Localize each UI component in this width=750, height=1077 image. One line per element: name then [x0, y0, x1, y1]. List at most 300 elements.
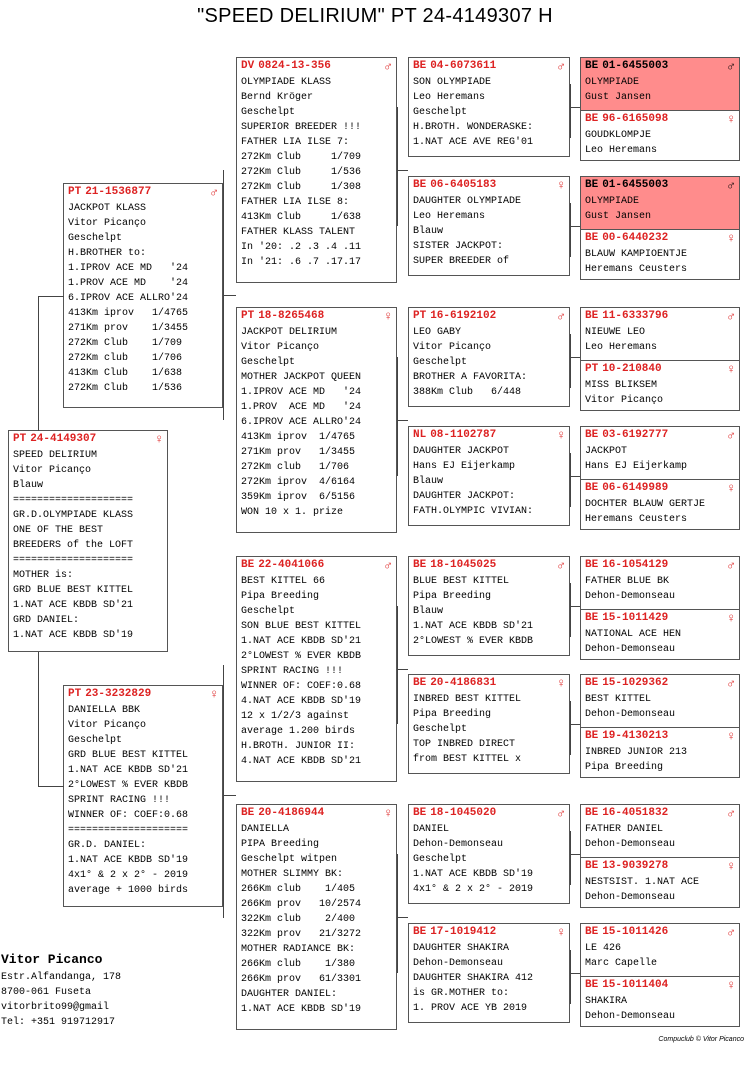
ancestor-female-card[interactable]	[580, 857, 740, 908]
ring-code: 24-4149307	[30, 433, 97, 445]
pedigree-line: INBRED JUNIOR 213	[585, 747, 688, 758]
female-symbol-icon: ♀	[557, 178, 565, 193]
pedigree-line: 272Km Club 1/536	[68, 383, 183, 394]
pedigree-line: 6.IPROV ACE ALLRO'24	[68, 293, 189, 304]
pedigree-line: GOUDKLOMPJE	[585, 130, 652, 141]
male-symbol-icon: ♂	[727, 309, 735, 324]
ring-code: 22-4041066	[258, 559, 325, 571]
pedigree-line: DANIELLA	[241, 824, 290, 835]
footer-credit: Compuclub © Vitor Picanco	[658, 1036, 744, 1043]
male-symbol-icon: ♂	[727, 59, 735, 74]
pedigree-line: Dehon-Demonseau	[585, 709, 676, 720]
female-symbol-icon: ♀	[727, 112, 735, 127]
ring-number	[585, 728, 735, 745]
ancestor-male-card[interactable]	[580, 426, 740, 480]
country-code: BE	[585, 807, 599, 819]
pedigree-line: SUPER BREEDER of	[413, 256, 510, 267]
ring-number	[585, 675, 735, 692]
ancestor-male-card[interactable]	[580, 556, 740, 610]
ring-number	[413, 675, 565, 692]
ancestor-female-card[interactable]	[580, 360, 740, 411]
pedigree-line: Geschelpt	[68, 233, 123, 244]
ring-code: 18-1045020	[430, 807, 497, 819]
pedigree-line: Bernd Kröger	[241, 92, 314, 103]
pedigree-line: Dehon-Demonseau	[585, 1011, 676, 1022]
ring-number	[585, 557, 735, 574]
male-symbol-icon: ♂	[727, 676, 735, 691]
pedigree-line: Pipa Breeding	[241, 591, 320, 602]
female-symbol-icon: ♀	[727, 362, 735, 377]
pedigree-line: Vitor Picanço	[413, 342, 492, 353]
pedigree-line: 1.NAT ACE KBDB SD'19	[241, 1004, 362, 1015]
female-symbol-icon: ♀	[155, 432, 163, 447]
country-code: PT	[68, 186, 82, 198]
pedigree-line: 266Km club 1/405	[241, 884, 356, 895]
ring-code: 13-9039278	[602, 860, 669, 872]
male-symbol-icon: ♂	[384, 558, 392, 573]
pedigree-line: 1. PROV ACE YB 2019	[413, 1003, 528, 1014]
ring-number	[413, 924, 565, 941]
pedigree-line: ONE OF THE BEST	[13, 525, 104, 536]
male-symbol-icon: ♂	[557, 309, 565, 324]
pedigree-line: 388Km Club 6/448	[413, 387, 522, 398]
pedigree-line: GRD DANIEL:	[13, 615, 80, 626]
pedigree-line: MOTHER SLIMMY BK:	[241, 869, 344, 880]
pedigree-line: 6.IPROV ACE ALLRO'24	[241, 417, 362, 428]
ring-number	[585, 480, 735, 497]
pedigree-line: JACKPOT DELIRIUM	[241, 327, 338, 338]
great-grandparent-card[interactable]	[408, 176, 570, 276]
ring-number	[68, 686, 218, 703]
connector-dam-parents	[223, 665, 237, 918]
country-code: BE	[585, 429, 599, 441]
ring-number	[585, 111, 735, 128]
pedigree-line: GRD BLUE BEST KITTEL	[68, 750, 189, 761]
female-symbol-icon: ♀	[727, 729, 735, 744]
country-code: BE	[585, 979, 599, 991]
pedigree-line: Vitor Picanço	[68, 218, 147, 229]
female-symbol-icon: ♀	[210, 687, 218, 702]
grandparent-card[interactable]	[236, 57, 397, 283]
ancestor-female-card[interactable]	[580, 479, 740, 530]
country-code: BE	[585, 730, 599, 742]
pedigree-line: Dehon-Demonseau	[585, 644, 676, 655]
pedigree-line: Vitor Picanço	[585, 395, 664, 406]
pedigree-line: MOTHER JACKPOT QUEEN	[241, 372, 362, 383]
pedigree-line: average 1.200 birds	[241, 726, 356, 737]
ring-code: 15-1011429	[602, 612, 669, 624]
country-code: BE	[413, 926, 427, 938]
pedigree-line: Leo Heremans	[413, 92, 486, 103]
ring-code: 06-6149989	[602, 482, 669, 494]
connector-line	[223, 795, 236, 797]
pedigree-line: DANIELLA BBK	[68, 705, 141, 716]
pedigree-line: ====================	[13, 495, 134, 506]
ring-code: 20-4186831	[430, 677, 497, 689]
pedigree-line: BEST KITTEL 66	[241, 576, 326, 587]
pedigree-line: 272Km Club 1/709	[68, 338, 183, 349]
pedigree-line: 272Km Club 1/709	[241, 152, 362, 163]
female-symbol-icon: ♀	[727, 859, 735, 874]
pedigree-line: 1.NAT ACE KBDB SD'19	[13, 630, 134, 641]
pedigree-line: MOTHER RADIANCE BK:	[241, 944, 356, 955]
pedigree-line: SUPERIOR BREEDER !!!	[241, 122, 362, 133]
ring-code: 21-1536877	[85, 186, 152, 198]
female-symbol-icon: ♀	[727, 611, 735, 626]
pedigree-line: In '21: .6 .7 .17.17	[241, 257, 362, 268]
connector-gggp	[570, 583, 581, 637]
male-symbol-icon: ♂	[557, 806, 565, 821]
pedigree-line: Pipa Breeding	[585, 762, 664, 773]
pedigree-line: is GR.MOTHER to:	[413, 988, 510, 999]
ring-number	[585, 230, 735, 247]
ring-number	[413, 308, 565, 325]
ring-code: 96-6165098	[602, 113, 669, 125]
connector-ggp	[397, 357, 409, 476]
pedigree-line: WON 10 x 1. prize	[241, 507, 344, 518]
pedigree-line: 4.NAT ACE KBDB SD'21	[241, 756, 362, 767]
pedigree-line: ====================	[68, 825, 189, 836]
connector-line	[223, 295, 236, 297]
ring-number	[241, 805, 392, 822]
female-symbol-icon: ♀	[727, 481, 735, 496]
pedigree-line: 2°LOWEST % EVER KBDB	[241, 651, 362, 662]
pedigree-line: FATHER LIA ILSE 8:	[241, 197, 350, 208]
connector-gggp	[570, 950, 581, 1004]
ring-code: 08-1102787	[430, 429, 497, 441]
pedigree-line: 271Km prov 1/3455	[241, 447, 356, 458]
pedigree-line: SISTER JACKPOT:	[413, 241, 504, 252]
female-symbol-icon: ♀	[557, 676, 565, 691]
grandparent-card[interactable]	[236, 556, 397, 782]
ring-number	[413, 557, 565, 574]
grandparent-card[interactable]	[236, 804, 397, 1030]
pedigree-line: Vitor Picanço	[241, 342, 320, 353]
ancestor-female-card[interactable]	[580, 229, 740, 280]
connector-dam	[38, 652, 64, 787]
connector-line	[397, 170, 408, 172]
pedigree-line: Geschelpt	[413, 107, 468, 118]
great-grandparent-card[interactable]	[408, 556, 570, 656]
pedigree-line: Dehon-Demonseau	[413, 958, 504, 969]
ring-code: 16-4051832	[602, 807, 669, 819]
pedigree-line: JACKPOT	[585, 446, 628, 457]
pedigree-line: Blauw	[413, 606, 444, 617]
pedigree-line: DAUGHTER SHAKIRA	[413, 943, 510, 954]
pedigree-line: 413Km Club 1/638	[241, 212, 362, 223]
pedigree-line: H.BROTH. WONDERASKE:	[413, 122, 534, 133]
country-code: BE	[241, 559, 255, 571]
pedigree-line: 272Km club 1/706	[68, 353, 183, 364]
ring-number	[241, 58, 392, 75]
pedigree-line: Hans EJ Eijerkamp	[585, 461, 688, 472]
ring-number	[585, 177, 735, 194]
pedigree-line: 413Km Club 1/638	[68, 368, 183, 379]
ring-code: 00-6440232	[602, 232, 669, 244]
pedigree-line: DAUGHTER JACKPOT:	[413, 491, 516, 502]
ring-code: 06-6405183	[430, 179, 497, 191]
ring-number	[585, 610, 735, 627]
pedigree-line: SPRINT RACING !!!	[68, 795, 171, 806]
pedigree-line: 1.NAT ACE KBDB SD'19	[68, 855, 189, 866]
ancestor-female-card[interactable]	[580, 110, 740, 161]
pedigree-line: Heremans Ceusters	[585, 514, 688, 525]
ancestor-male-card[interactable]	[580, 674, 740, 728]
sire-card[interactable]	[63, 183, 223, 408]
owner-address: Estr.Alfandanga, 178	[1, 972, 122, 983]
pedigree-line: In '20: .2 .3 .4 .11	[241, 242, 362, 253]
connector-gggp	[570, 84, 581, 138]
pedigree-line: 359Km iprov 6/5156	[241, 492, 356, 503]
connector-line	[570, 973, 580, 975]
pedigree-line: Hans EJ Eijerkamp	[413, 461, 516, 472]
connector-gggp	[570, 453, 581, 507]
ring-code: 16-6192102	[430, 310, 497, 322]
pedigree-line: 272Km Club 1/308	[241, 182, 362, 193]
great-grandparent-card[interactable]	[408, 307, 570, 407]
pedigree-line: 2°LOWEST % EVER KBDB	[68, 780, 189, 791]
ancestor-female-card[interactable]	[580, 609, 740, 660]
pedigree-line: 1.NAT ACE AVE REG'01	[413, 137, 534, 148]
male-symbol-icon: ♂	[557, 59, 565, 74]
pedigree-line: OLYMPIADE KLASS	[241, 77, 332, 88]
pedigree-line: 1.NAT ACE KBDB SD'19	[413, 869, 534, 880]
pedigree-line: 322Km club 2/400	[241, 914, 356, 925]
connector-ggp	[397, 606, 409, 724]
pedigree-line: DAUGHTER OLYMPIADE	[413, 196, 522, 207]
ring-number	[585, 427, 735, 444]
connector-line	[397, 917, 408, 919]
ring-code: 23-3232829	[85, 688, 152, 700]
pedigree-line: LE 426	[585, 943, 622, 954]
ancestor-male-card[interactable]	[580, 923, 740, 977]
country-code: BE	[585, 113, 599, 125]
pedigree-line: 1.NAT ACE KBDB SD'21	[13, 600, 134, 611]
pedigree-line: PIPA Breeding	[241, 839, 320, 850]
pedigree-line: ====================	[13, 555, 134, 566]
ancestor-female-card[interactable]	[580, 976, 740, 1027]
female-symbol-icon: ♀	[384, 309, 392, 324]
grandparent-card[interactable]	[236, 307, 397, 533]
country-code: BE	[413, 677, 427, 689]
great-grandparent-card[interactable]	[408, 57, 570, 157]
pedigree-line: Geschelpt	[413, 357, 468, 368]
pedigree-line: SPRINT RACING !!!	[241, 666, 344, 677]
pedigree-line: NESTSIST. 1.NAT ACE	[585, 877, 700, 888]
great-grandparent-card[interactable]	[408, 426, 570, 526]
ring-code: 18-8265468	[258, 310, 325, 322]
pedigree-line: OLYMPIADE	[585, 196, 640, 207]
connector-gggp	[570, 831, 581, 885]
pedigree-line: 413Km iprov 1/4765	[241, 432, 356, 443]
pedigree-line: Gust Jansen	[585, 211, 652, 222]
ring-number	[585, 58, 735, 75]
pedigree-line: 1.NAT ACE KBDB SD'21	[68, 765, 189, 776]
pedigree-line: FATHER DANIEL	[585, 824, 664, 835]
pedigree-line: Blauw	[13, 480, 44, 491]
pedigree-line: GR.D. DANIEL:	[68, 840, 147, 851]
pedigree-line: 1.NAT ACE KBDB SD'21	[413, 621, 534, 632]
pedigree-line: SON BLUE BEST KITTEL	[241, 621, 362, 632]
ancestor-female-card[interactable]	[580, 727, 740, 778]
country-code: BE	[585, 677, 599, 689]
connector-line	[570, 854, 580, 856]
owner-email: vitorbrito99@gmail	[1, 1002, 110, 1013]
pedigree-line: 272Km Club 1/536	[241, 167, 362, 178]
pedigree-line: 1.IPROV ACE MD '24	[241, 387, 362, 398]
country-code: BE	[413, 807, 427, 819]
pedigree-line: Leo Heremans	[585, 145, 658, 156]
ring-code: 10-210840	[602, 363, 662, 375]
male-symbol-icon: ♂	[727, 806, 735, 821]
connector-line	[570, 357, 580, 359]
great-grandparent-card[interactable]	[408, 804, 570, 904]
owner-name: Vitor Picanco	[1, 952, 103, 967]
pedigree-line: FATHER LIA ILSE 7:	[241, 137, 350, 148]
pedigree-line: Leo Heremans	[585, 342, 658, 353]
pedigree-line: Marc Capelle	[585, 958, 658, 969]
pedigree-line: 266Km club 1/380	[241, 959, 356, 970]
country-code: NL	[413, 429, 427, 441]
connector-line	[570, 724, 580, 726]
pedigree-line: NATIONAL ACE HEN	[585, 629, 682, 640]
country-code: BE	[413, 60, 427, 72]
ancestor-male-card[interactable]	[580, 176, 740, 230]
ring-code: 01-6455003	[602, 179, 669, 191]
country-code: PT	[585, 363, 599, 375]
male-symbol-icon: ♂	[727, 178, 735, 193]
ring-number	[585, 858, 735, 875]
connector-ggp	[397, 854, 409, 973]
great-grandparent-card[interactable]	[408, 923, 570, 1023]
pedigree-line: Blauw	[413, 226, 444, 237]
owner-info	[1, 952, 121, 1030]
pedigree-line: BLAUW KAMPIOENTJE	[585, 249, 688, 260]
pedigree-line: DOCHTER BLAUW GERTJE	[585, 499, 706, 510]
country-code: BE	[585, 232, 599, 244]
connector-line	[570, 606, 580, 608]
pedigree-line: DANIEL	[413, 824, 450, 835]
ring-code: 0824-13-356	[258, 60, 331, 72]
pedigree-line: BREEDERS of the LOFT	[13, 540, 134, 551]
pedigree-line: MISS BLIKSEM	[585, 380, 658, 391]
pedigree-line: 1.NAT ACE KBDB SD'21	[241, 636, 362, 647]
pedigree-line: 266Km prov 10/2574	[241, 899, 362, 910]
connector-gggp	[570, 334, 581, 388]
country-code: BE	[585, 559, 599, 571]
country-code: PT	[13, 433, 27, 445]
ring-number	[585, 308, 735, 325]
country-code: BE	[585, 926, 599, 938]
ring-number	[413, 177, 565, 194]
ring-code: 20-4186944	[258, 807, 325, 819]
pedigree-line: Geschelpt	[241, 606, 296, 617]
pedigree-line: GRD BLUE BEST KITTEL	[13, 585, 134, 596]
pedigree-line: FATHER BLUE BK	[585, 576, 670, 587]
pedigree-line: LEO GABY	[413, 327, 462, 338]
male-symbol-icon: ♂	[727, 925, 735, 940]
ancestor-male-card[interactable]	[580, 307, 740, 361]
female-symbol-icon: ♀	[727, 978, 735, 993]
pedigree-line: 413Km iprov 1/4765	[68, 308, 189, 319]
country-code: BE	[585, 60, 599, 72]
pedigree-line: 266Km prov 61/3301	[241, 974, 362, 985]
country-code: DV	[241, 60, 255, 72]
pedigree-line: DAUGHTER SHAKIRA 412	[413, 973, 534, 984]
country-code: BE	[585, 612, 599, 624]
pedigree-line: Dehon-Demonseau	[585, 892, 676, 903]
ring-code: 01-6455003	[602, 60, 669, 72]
male-symbol-icon: ♂	[557, 558, 565, 573]
connector-ggp	[397, 107, 409, 226]
pedigree-line: Pipa Breeding	[413, 591, 492, 602]
pedigree-line: 1.IPROV ACE MD '24	[68, 263, 189, 274]
pedigree-line: 12 x 1/2/3 against	[241, 711, 350, 722]
ring-number	[413, 427, 565, 444]
ring-number	[68, 184, 218, 201]
pedigree-line: SPEED DELIRIUM	[13, 450, 98, 461]
pedigree-line: H.BROTHER to:	[68, 248, 147, 259]
country-code: BE	[413, 559, 427, 571]
pedigree-line: BROTHER A FAVORITA:	[413, 372, 528, 383]
pedigree-line: average + 1000 birds	[68, 885, 189, 896]
country-code: BE	[585, 179, 599, 191]
ancestor-male-card[interactable]	[580, 57, 740, 111]
ring-number	[585, 361, 735, 378]
pedigree-line: JACKPOT KLASS	[68, 203, 147, 214]
pedigree-line: Blauw	[413, 476, 444, 487]
ring-code: 18-1045025	[430, 559, 497, 571]
pedigree-line: BLUE BEST KITTEL	[413, 576, 510, 587]
female-symbol-icon: ♀	[557, 925, 565, 940]
pedigree-line: INBRED BEST KITTEL	[413, 694, 522, 705]
pedigree-line: Pipa Breeding	[413, 709, 492, 720]
pedigree-line: GR.D.OLYMPIADE KLASS	[13, 510, 134, 521]
ring-number	[13, 431, 163, 448]
country-code: PT	[241, 310, 255, 322]
owner-postal: 8700-061 Fuseta	[1, 987, 92, 998]
subject-card[interactable]	[8, 430, 168, 652]
pedigree-line: Leo Heremans	[413, 211, 486, 222]
connector-sire	[38, 296, 64, 431]
pedigree-line: Geschelpt	[241, 357, 296, 368]
country-code: BE	[585, 482, 599, 494]
pedigree-line: Vitor Picanço	[68, 720, 147, 731]
ring-number	[413, 805, 565, 822]
pedigree-line: WINNER OF: COEF:0.68	[68, 810, 189, 821]
connector-line	[397, 420, 408, 422]
pedigree-line: Geschelpt	[413, 854, 468, 865]
dam-card[interactable]	[63, 685, 223, 907]
ring-code: 15-1011426	[602, 926, 669, 938]
pedigree-line: 1.PROV ACE MD '24	[68, 278, 189, 289]
pedigree-line: 4x1° & 2 x 2° - 2019	[413, 884, 534, 895]
connector-line	[570, 226, 580, 228]
ring-code: 11-6333796	[602, 310, 669, 322]
pedigree-line: 272Km iprov 4/6164	[241, 477, 356, 488]
pedigree-line: Vitor Picanço	[13, 465, 92, 476]
pedigree-line: 1.PROV ACE MD '24	[241, 402, 362, 413]
pedigree-line: 4x1° & 2 x 2° - 2019	[68, 870, 189, 881]
pedigree-line: Dehon-Demonseau	[585, 591, 676, 602]
country-code: PT	[68, 688, 82, 700]
ancestor-male-card[interactable]	[580, 804, 740, 858]
connector-line	[570, 476, 580, 478]
pedigree-line: SHAKIRA	[585, 996, 628, 1007]
great-grandparent-card[interactable]	[408, 674, 570, 774]
male-symbol-icon: ♂	[727, 428, 735, 443]
ring-code: 03-6192777	[602, 429, 669, 441]
